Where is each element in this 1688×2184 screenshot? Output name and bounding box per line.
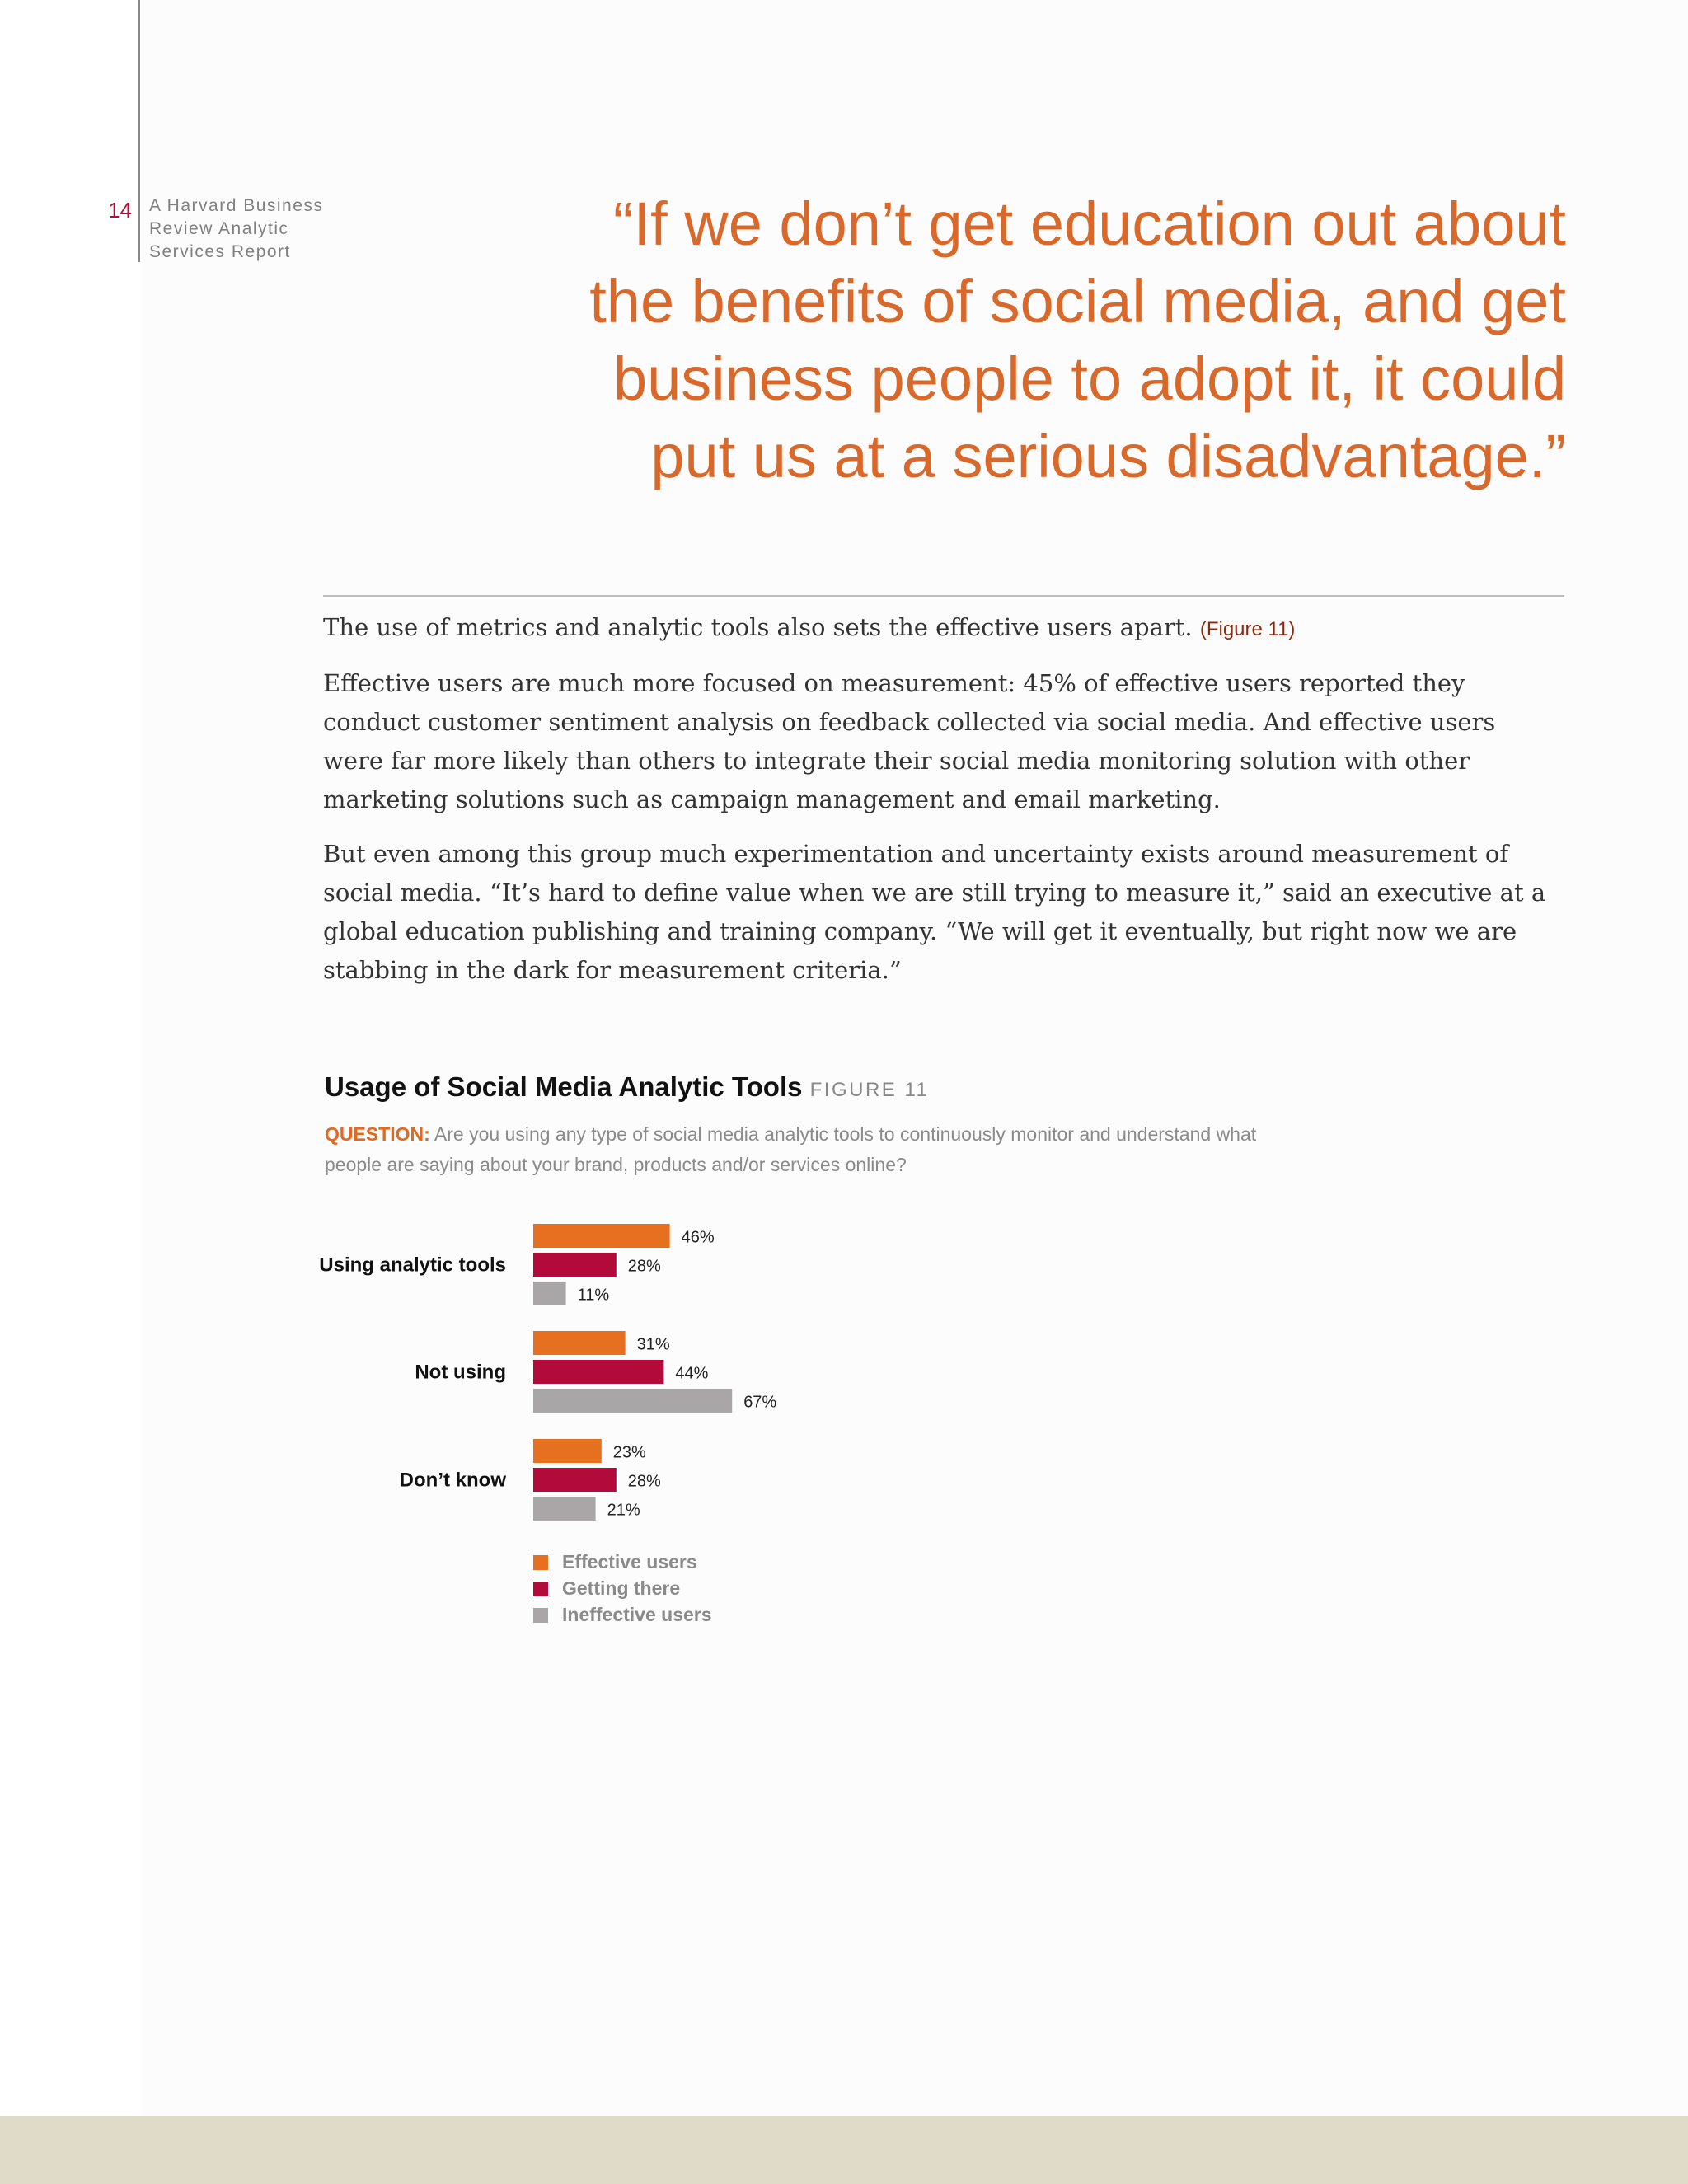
pull-quote-line: put us at a serious disadvantage.” [650,422,1566,490]
bar-ineffective-users [533,1389,732,1413]
data-label: 28% [627,1472,661,1491]
pull-quote-line: business people to adopt it, it could [613,344,1566,413]
legend-swatch [533,1555,548,1570]
page-number: 14 [108,198,132,223]
question-label: QUESTION: [325,1123,430,1145]
data-label: 11% [577,1286,610,1305]
legend-swatch [533,1608,548,1623]
bar-getting-there [533,1468,617,1492]
footer-band [0,2116,1688,2184]
category-label: Using analytic tools [319,1254,506,1277]
legend-label: Effective users [562,1551,697,1572]
legend-swatch [533,1582,548,1596]
legend-label: Getting there [562,1577,681,1599]
data-label: 23% [612,1443,646,1462]
category-label: Not using [415,1361,506,1384]
data-label: 44% [675,1364,709,1383]
bar-getting-there [533,1253,617,1277]
chart-title-text: Usage of Social Media Analytic Tools [325,1071,803,1102]
data-label: 67% [743,1393,777,1412]
bar-effective-users [533,1439,602,1463]
data-label: 21% [607,1501,640,1520]
data-label: 31% [636,1335,670,1354]
figure-reference-link[interactable]: (Figure 11) [1199,618,1296,640]
body-paragraph: But even among this group much experimentation and uncertainty exists around measurement of social media. “It’s hard to define value when we are still trying to measure it,” said an executive at a global education publishing and training company. “We will get it eventually, but right now we are stabbing in the dark for measurement criteria.” [323,840,1546,984]
legend-label: Ineffective users [562,1604,712,1625]
paragraph-text: The use of metrics and analytic tools also sets the effective users apart. [323,613,1193,641]
report-name: A Harvard Business Review Analytic Services Report [149,196,324,261]
figure-label: FIGURE 11 [809,1079,930,1101]
bar-effective-users [533,1224,670,1248]
data-label: 28% [627,1257,661,1276]
bar-getting-there [533,1360,663,1384]
category-label: Don’t know [399,1469,506,1492]
body-paragraph: Effective users are much more focused on measurement: 45% of effective users reported they conduct customer sentiment analysis on feedback collected via social media. And effective users were far more likely than others to integrate their social media monitoring solution with other marketing solutions such as campaign management and email marketing. [323,669,1496,813]
bar-ineffective-users [533,1497,596,1521]
pull-quote-line: “If we don’t get education out about [612,190,1566,258]
question-text: Are you using any type of social media analytic tools to continuously monitor and understand what people are saying about your brand, products and/or services online? [325,1123,1257,1175]
bar-ineffective-users [533,1282,566,1305]
data-label: 46% [681,1228,715,1247]
bar-effective-users [533,1331,626,1355]
pull-quote-line: the benefits of social media, and get [589,267,1566,335]
